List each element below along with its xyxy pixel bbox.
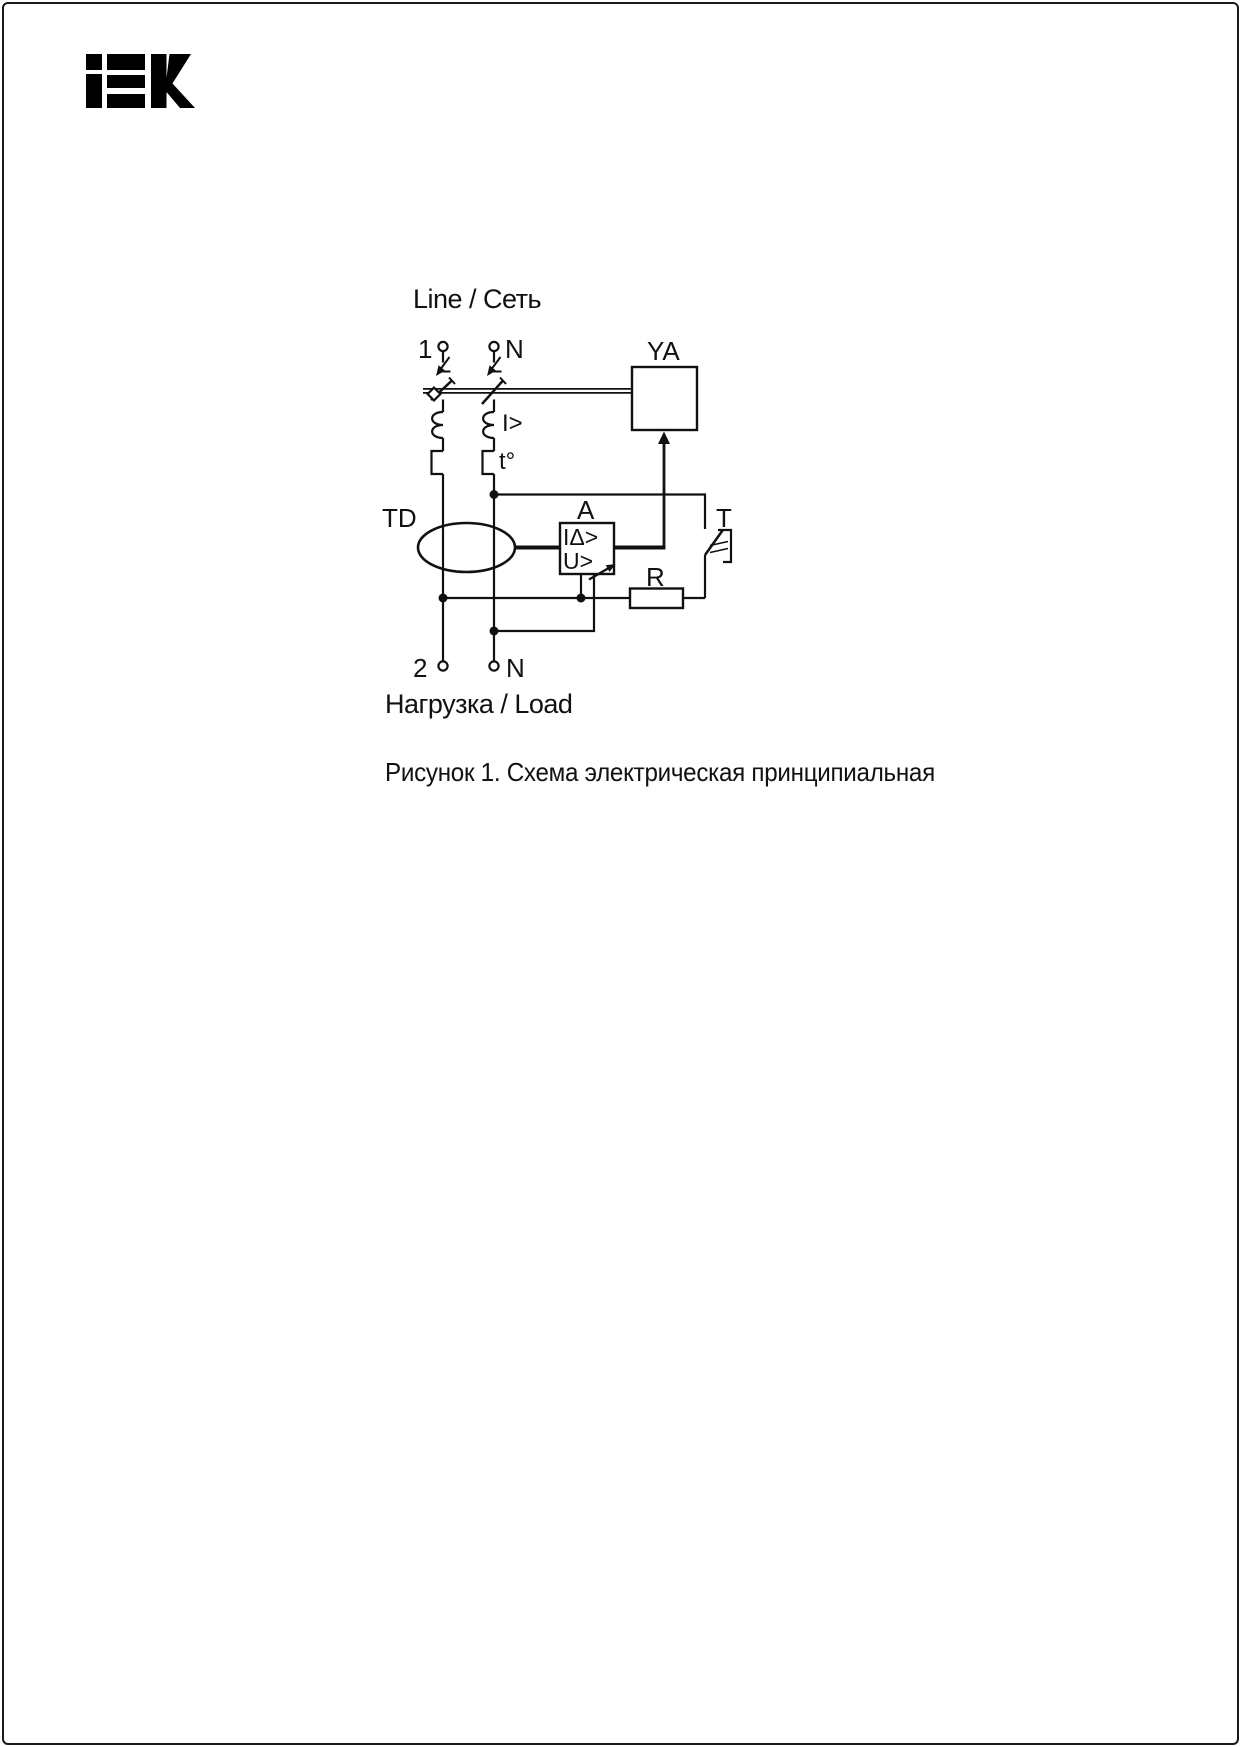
junction-dot — [439, 594, 448, 603]
terminal-2-node — [438, 661, 447, 670]
test-button-label: T — [716, 503, 732, 533]
terminal-2-label: 2 — [413, 653, 428, 683]
thermal-release-1 — [432, 451, 444, 474]
terminal-n-top-node — [489, 342, 498, 351]
wire-a-to-n — [494, 574, 594, 631]
overvoltage-label: U> — [563, 548, 594, 574]
junction-dot — [490, 490, 499, 499]
td-transformer-core — [418, 523, 515, 572]
terminal-n-bottom-label: N — [506, 653, 525, 683]
terminal-n-bottom-node — [489, 661, 498, 670]
resistor-label: R — [646, 562, 665, 592]
thermal-release-n — [483, 451, 495, 474]
junction-dot — [490, 627, 499, 636]
thermal-label: t° — [499, 448, 516, 475]
ya-box — [632, 367, 697, 430]
diff-current-label: IΔ> — [563, 524, 599, 550]
overcurrent-label: I> — [502, 410, 523, 437]
magnetic-release-coil-1 — [432, 412, 443, 438]
terminal-1-node — [438, 342, 447, 351]
amplifier-label: A — [577, 495, 595, 525]
magnetic-release-coil-n — [483, 412, 494, 438]
junction-dot — [577, 594, 586, 603]
terminal-n-top-label: N — [505, 334, 524, 364]
figure-caption: Рисунок 1. Схема электрическая принципиальная — [385, 757, 935, 787]
line-side-label: Line / Сеть — [413, 284, 542, 314]
load-side-label: Нагрузка / Load — [385, 689, 573, 719]
ya-arrowhead — [658, 432, 670, 445]
terminal-1-label: 1 — [418, 334, 433, 364]
solenoid-label: YA — [647, 336, 680, 366]
transformer-label: TD — [382, 503, 417, 533]
